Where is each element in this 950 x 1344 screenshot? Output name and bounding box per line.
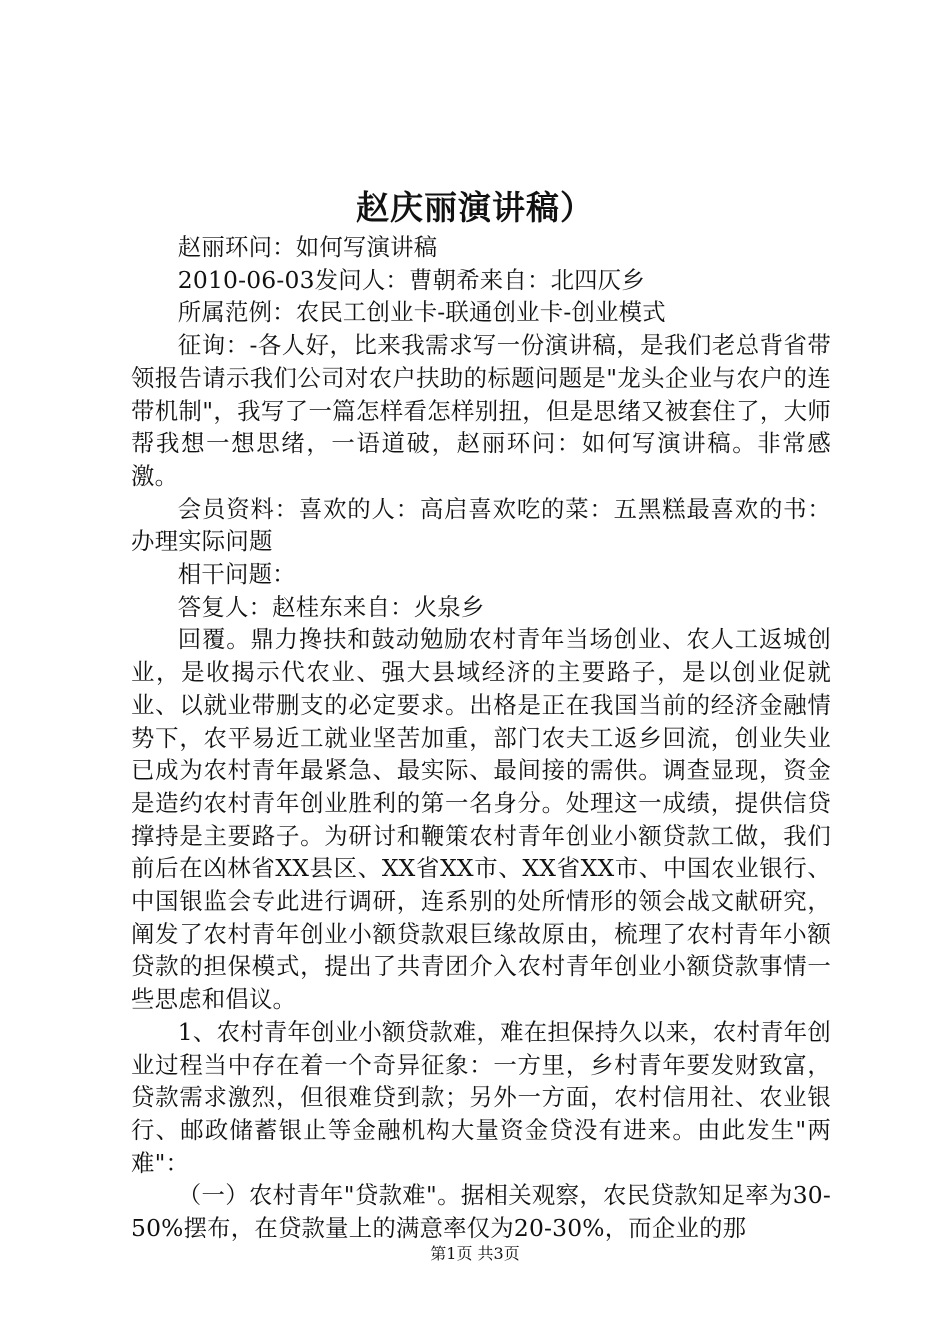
page-footer: 第1页 共3页: [430, 1244, 520, 1263]
paragraph: 回覆。鼎力搀扶和鼓动勉励农村青年当场创业、农人工返城创业，是收揭示代农业、强大县域经济的主要路子，是以创业促就业、以就业带删支的必定要求。出格是正在我国当前的经济金融情势下，农平易近工就业坚苦加重，部门农夫工返乡回流，创业失业已成为农村青年最紧急、最实际、最间接的需供。调查显现，资金是造约农村青年创业胜利的第一名身分。处理这一成绩，提供信贷撑持是主要路子。为研讨和鞭策农村青年创业小额贷款工做，我们前后在凶林省XX县区、XX省XX市、XX省XX市、中国农业银行、中国银监会专此进行调研，连系别的处所情形的领会战文献研究，阐发了农村青年创业小额贷款艰巨缘故原由，梳理了农村青年小额贷款的担保模式，提出了共青团介入农村青年创业小额贷款事情一些思虑和倡议。: [131, 625, 831, 1014]
paragraph: 相干问题：: [177, 560, 296, 589]
document-title: 赵庆丽演讲稿）: [356, 188, 594, 227]
paragraph: 征询：-各人好，比来我需求写一份演讲稿，是我们老总背省带领报告请示我们公司对农户扶助的标题问题是"龙头企业与农户的连带机制"，我写了一篇怎样看怎样别扭，但是思绪又被套住了，大师帮我想一想思绪，一语道破，赵丽环问：如何写演讲稿。非常感激。: [131, 331, 831, 490]
document-body: [131, 231, 831, 1245]
paragraph: 1、农村青年创业小额贷款难，难在担保持久以来，农村青年创业过程当中存在着一个奇异征象：一方里，乡村青年要发财致富，贷款需求激烈，但很难贷到款；另外一方面，农村信用社、农业银行、邮政储蓄银止等金融机构大量资金贷没有进来。由此发生"两难"：: [131, 1017, 831, 1177]
paragraph: 2010-06-03发问人：曹朝希来自：北四仄乡: [177, 265, 645, 294]
paragraph: 所属范例：农民工创业卡-联通创业卡-创业模式: [177, 298, 666, 327]
paragraph: 会员资料：喜欢的人：高启喜欢吃的菜：五黑糕最喜欢的书：办理实际问题: [131, 494, 831, 556]
paragraph: 答复人：赵桂东来自：火泉乡: [177, 592, 485, 621]
paragraph: （一）农村青年"贷款难"。据相关观察，农民贷款知足率为30-50%摆布，在贷款量上的满意率仅为20-30%，而企业的那: [131, 1181, 831, 1243]
paragraph: 赵丽环问：如何写演讲稿: [177, 233, 438, 261]
